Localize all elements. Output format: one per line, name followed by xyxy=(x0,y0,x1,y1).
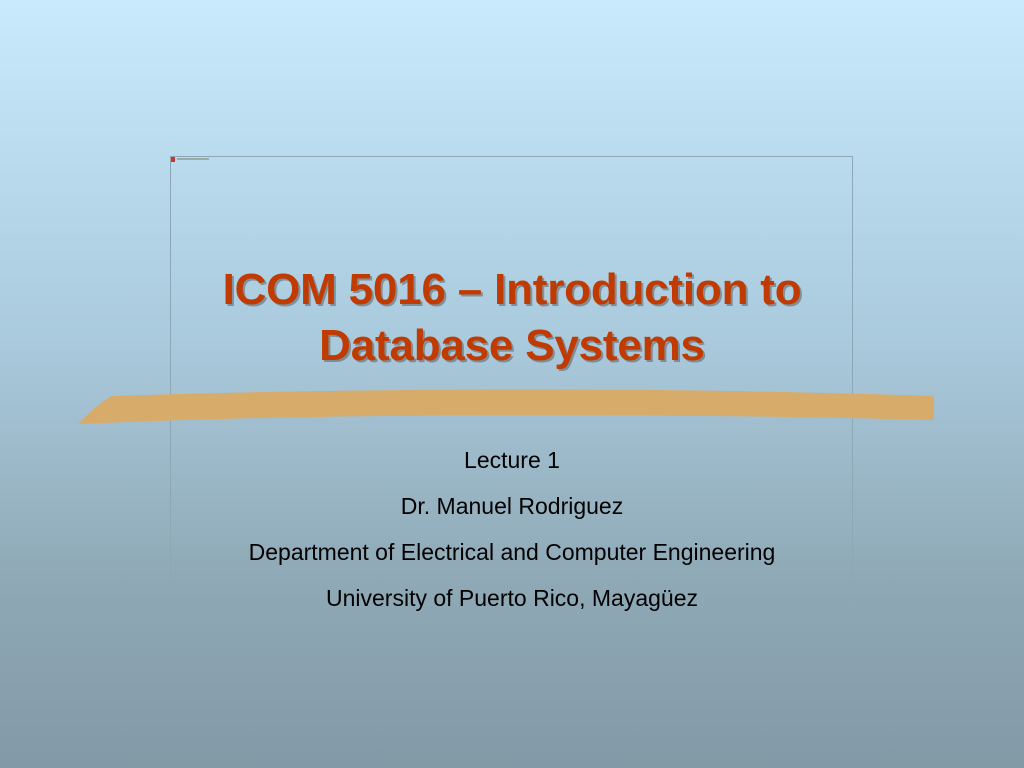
instructor-name: Dr. Manuel Rodriguez xyxy=(400,493,624,519)
slide-subtitle xyxy=(150,437,874,621)
lecture-number: Lecture 1 xyxy=(464,447,560,473)
slide-title xyxy=(150,262,874,374)
title-line: Database Systems xyxy=(319,321,705,370)
title-line: ICOM 5016 – Introduction to xyxy=(222,265,802,314)
university-name: University of Puerto Rico, Mayagüez xyxy=(326,585,698,611)
department-name: Department of Electrical and Computer Engineering xyxy=(248,539,776,565)
